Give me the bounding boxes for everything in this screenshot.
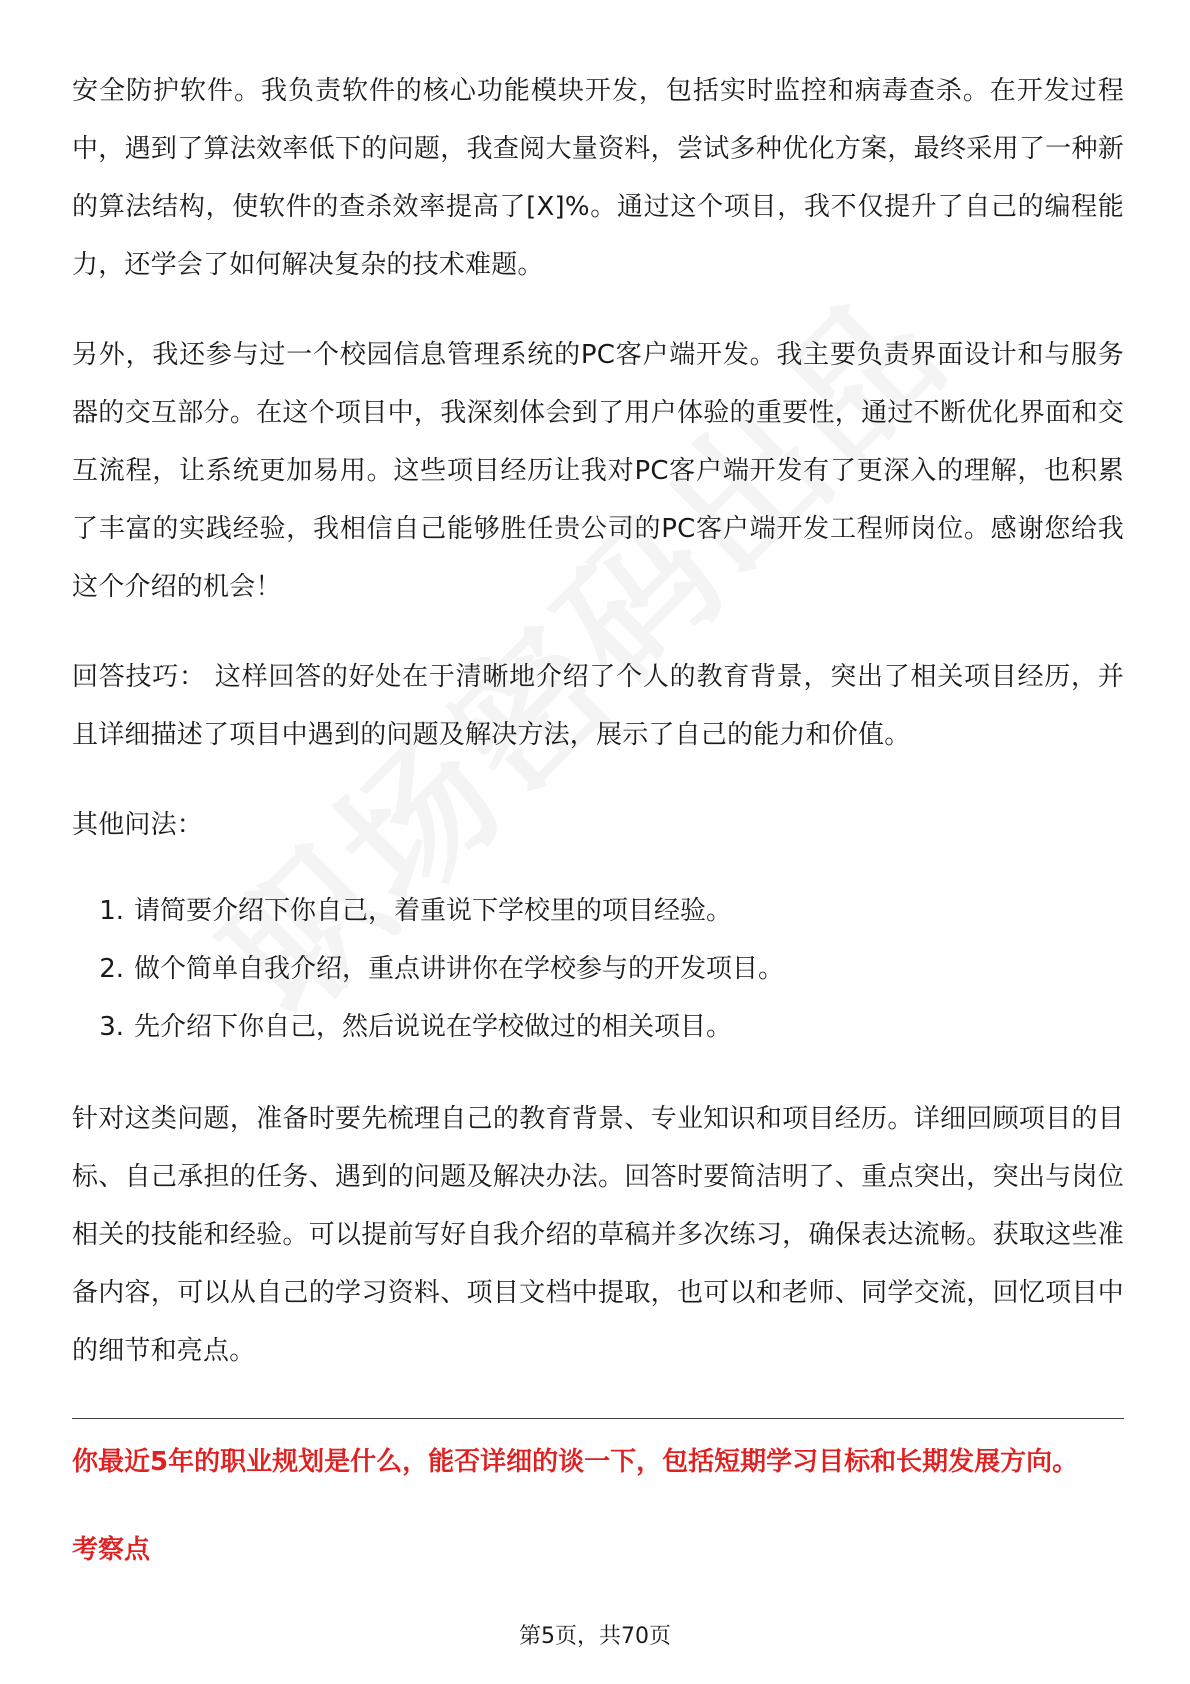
list-item-text: 请简要介绍下你自己，着重说下学校里的项目经验。: [134, 896, 733, 926]
list-item-number: 1.: [99, 896, 124, 926]
list-item: [72, 940, 1124, 998]
list-item-text: 做个简单自我介绍，重点讲讲你在学校参与的开发项目。: [134, 954, 785, 984]
main-content: [72, 62, 1124, 1412]
section-divider: [72, 1418, 1124, 1419]
list-item: [72, 998, 1124, 1056]
list-item-number: 3.: [99, 1012, 124, 1042]
list-item-number: 2.: [99, 954, 124, 984]
paragraph-answer-tips: 回答技巧： 这样回答的好处在于清晰地介绍了个人的教育背景，突出了相关项目经历，并且详细描述了项目中遇到的问题及解决方法，展示了自己的能力和价值。: [72, 662, 1125, 750]
section-label-assessment-points: 考察点: [72, 1535, 151, 1565]
paragraph-other-asks-heading: 其他问法：: [72, 810, 204, 840]
alternate-questions-list: [72, 882, 1124, 1056]
list-item-text: 先介绍下你自己，然后说说在学校做过的相关项目。: [134, 1012, 733, 1042]
page-footer: 第5页，共70页: [519, 1624, 671, 1649]
paragraph-preparation-advice: 针对这类问题，准备时要先梳理自己的教育背景、专业知识和项目经历。详细回顾项目的目标、自己承担的任务、遇到的问题及解决办法。回答时要简洁明了、重点突出，突出与岗位相关的技能和经验。可以提前写好自我介绍的草稿并多次练习，确保表达流畅。获取这些准备内容，可以从自己的学习资料、项目文档中提取，也可以和老师、同学交流，回忆项目中的细节和亮点。: [72, 1104, 1124, 1366]
paragraph-project-security: 安全防护软件。我负责软件的核心功能模块开发，包括实时监控和病毒查杀。在开发过程中，遇到了算法效率低下的问题，我查阅大量资料，尝试多种优化方案，最终采用了一种新的算法结构，使软件的查杀效率提高了[X]%。通过这个项目，我不仅提升了自己的编程能力，还学会了如何解决复杂的技术难题。: [72, 76, 1124, 280]
paragraph-project-campus: 另外，我还参与过一个校园信息管理系统的PC客户端开发。我主要负责界面设计和与服务器的交互部分。在这个项目中，我深刻体会到了用户体验的重要性，通过不断优化界面和交互流程，让系统更加易用。这些项目经历让我对PC客户端开发有了更深入的理解，也积累了丰富的实践经验，我相信自己能够胜任贵公司的PC客户端开发工程师岗位。感谢您给我这个介绍的机会！: [72, 340, 1124, 602]
next-question-title: 你最近5年的职业规划是什么，能否详细的谈一下，包括短期学习目标和长期发展方向。: [72, 1447, 1079, 1477]
list-item: [72, 882, 1124, 940]
